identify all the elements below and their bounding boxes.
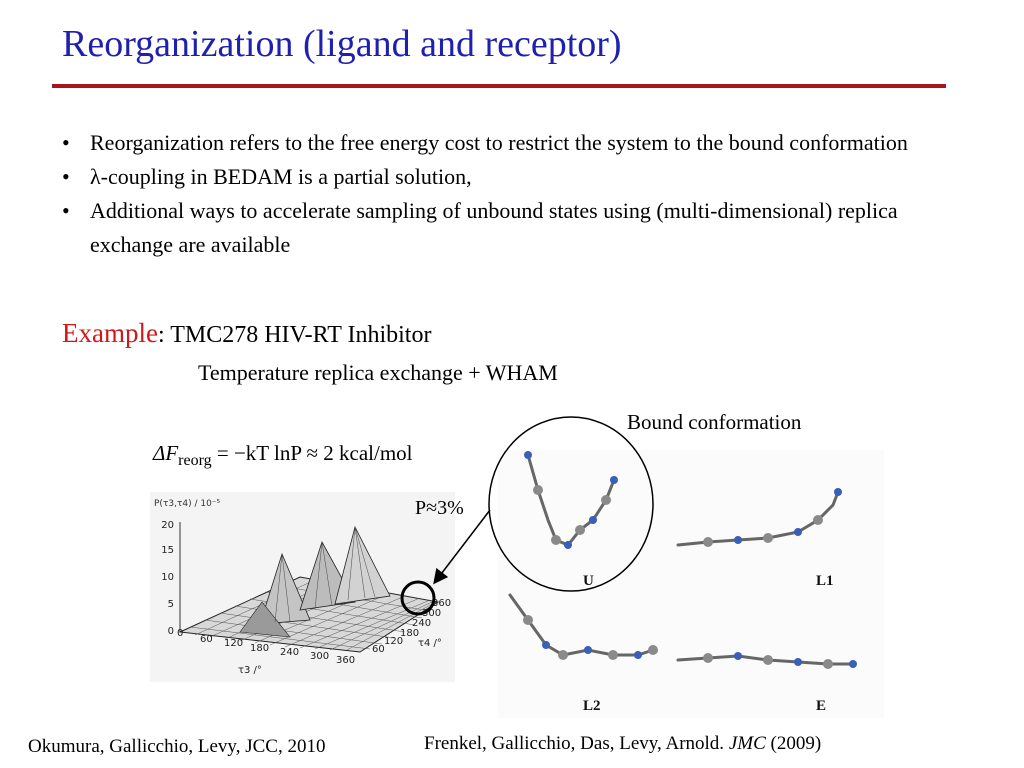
bullet-dot: • bbox=[62, 130, 70, 155]
tau4-tick: 60 bbox=[372, 644, 385, 655]
label-u: U bbox=[583, 573, 594, 589]
tau3-tick: 180 bbox=[250, 643, 270, 654]
probability-label: P≈3% bbox=[415, 497, 464, 519]
tau3-tick: 120 bbox=[224, 638, 244, 649]
tau3-tick: 300 bbox=[310, 651, 330, 662]
tau4-tick: 300 bbox=[422, 608, 442, 619]
z-tick: 5 bbox=[167, 599, 174, 610]
bullet-dot: • bbox=[62, 198, 70, 223]
bound-conformation-label: Bound conformation bbox=[627, 410, 802, 434]
tau3-tick: 360 bbox=[336, 655, 356, 666]
citation-left: Okumura, Gallicchio, Levy, JCC, 2010 bbox=[28, 736, 326, 757]
z-tick: 0 bbox=[167, 626, 174, 637]
pointer-arrow bbox=[435, 510, 490, 582]
example-method: Temperature replica exchange + WHAM bbox=[198, 360, 558, 385]
bullet-dot: • bbox=[62, 164, 70, 189]
tau4-tick: 360 bbox=[432, 598, 452, 609]
citation-right bbox=[424, 733, 821, 755]
citation-right-journal: JMC bbox=[728, 733, 766, 754]
tau4-tick: 240 bbox=[412, 618, 432, 629]
label-l2: L2 bbox=[583, 698, 601, 714]
slide-title: Reorganization (ligand and receptor) bbox=[62, 23, 622, 65]
label-e: E bbox=[816, 698, 827, 714]
tau3-axis-label: τ3 /° bbox=[238, 665, 262, 676]
equation-subscript: reorg bbox=[178, 452, 212, 470]
tau3-tick: 60 bbox=[200, 634, 213, 645]
highlight-circle bbox=[402, 582, 434, 614]
example-colon: : bbox=[157, 322, 165, 348]
tau3-tick: 240 bbox=[280, 647, 300, 658]
tau3-tick: 0 bbox=[177, 628, 184, 639]
example-label: Example bbox=[62, 318, 158, 348]
plot-ylabel: P(τ3,τ4) / 10⁻⁵ bbox=[154, 499, 221, 509]
bullet-text: λ-coupling in BEDAM is a partial solution, bbox=[90, 164, 472, 189]
citation-right-year: (2009) bbox=[765, 733, 822, 754]
bullet-text: Reorganization refers to the free energy cost to restrict the system to the bound conformation bbox=[90, 130, 908, 155]
z-tick: 15 bbox=[161, 545, 174, 556]
bound-conformation-circle bbox=[489, 417, 653, 591]
equation-rest: = −kT lnP ≈ 2 kcal/mol bbox=[211, 441, 413, 465]
z-tick: 10 bbox=[161, 572, 174, 583]
tau4-tick: 120 bbox=[384, 636, 404, 647]
label-l1: L1 bbox=[816, 573, 834, 589]
z-tick: 20 bbox=[161, 520, 174, 531]
citation-right-authors: Frenkel, Gallicchio, Das, Levy, Arnold. bbox=[424, 733, 729, 754]
tau4-axis-label: τ4 /° bbox=[418, 638, 442, 649]
bullet-text: Additional ways to accelerate sampling of unbound states using (multi-dimensional) replica exchange are available bbox=[90, 198, 898, 257]
tau4-tick: 180 bbox=[400, 628, 420, 639]
equation-delta-f: ΔF bbox=[153, 441, 179, 465]
example-compound: TMC278 HIV-RT Inhibitor bbox=[170, 322, 432, 348]
